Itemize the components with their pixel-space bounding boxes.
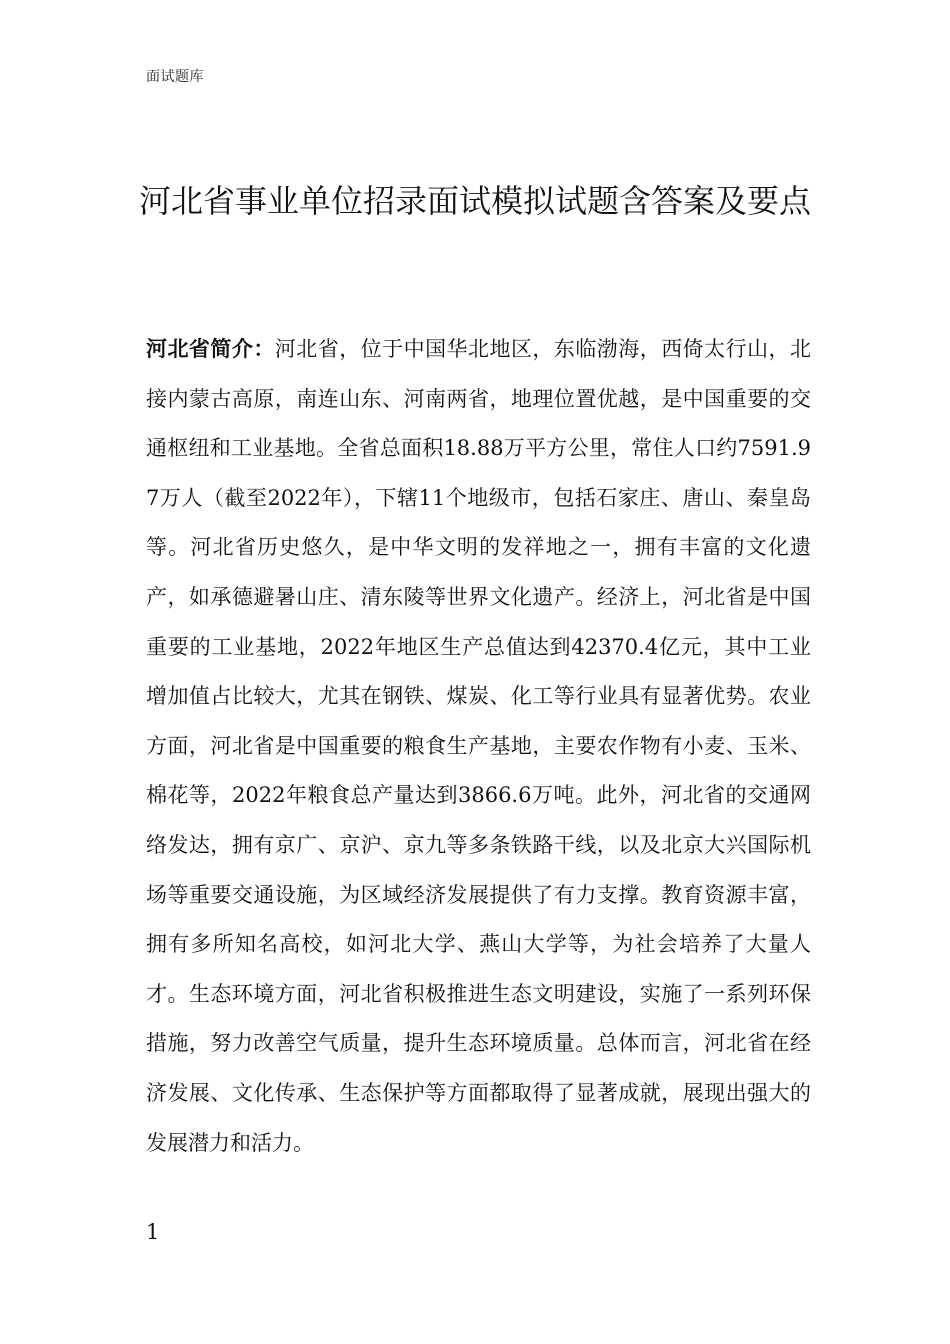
intro-text: 河北省，位于中国华北地区，东临渤海，西倚太行山，北接内蒙古高原，南连山东、河南两省，地理位置优越，是中国重要的交通枢纽和工业基地。全省总面积18.88万平方公里，常住人口约7591.97万人（截至2022年），下辖11个地级市，包括石家庄、唐山、秦皇岛等。河北省历史悠久，是中华文明的发祥地之一，拥有丰富的文化遗产，如承德避暑山庄、清东陵等世界文化遗产。经济上，河北省是中国重要的工业基地，2022年地区生产总值达到42370.4亿元，其中工业增加值占比较大，尤其在钢铁、煤炭、化工等行业具有显著优势。农业方面，河北省是中国重要的粮食生产基地，主要农作物有小麦、玉米、棉花等，2022年粮食总产量达到3866.6万吨。此外，河北省的交通网络发达，拥有京广、京沪、京九等多条铁路干线，以及北京大兴国际机场等重要交通设施，为区域经济发展提供了有力支撑。教育资源丰富，拥有多所知名高校，如河北大学、燕山大学等，为社会培养了大量人才。生态环境方面，河北省积极推进生态文明建设，实施了一系列环保措施，努力改善空气质量，提升生态环境质量。总体而言，河北省在经济发展、文化传承、生态保护等方面都取得了显著成就，展现出强大的发展潜力和活力。 xyxy=(146,337,812,1155)
page-number: 1 xyxy=(146,1220,160,1244)
intro-label: 河北省简介： xyxy=(146,337,275,361)
document-title: 河北省事业单位招录面试模拟试题含答案及要点 xyxy=(138,182,811,220)
page-header: 面试题库 xyxy=(146,69,204,85)
intro-paragraph xyxy=(146,325,811,1168)
